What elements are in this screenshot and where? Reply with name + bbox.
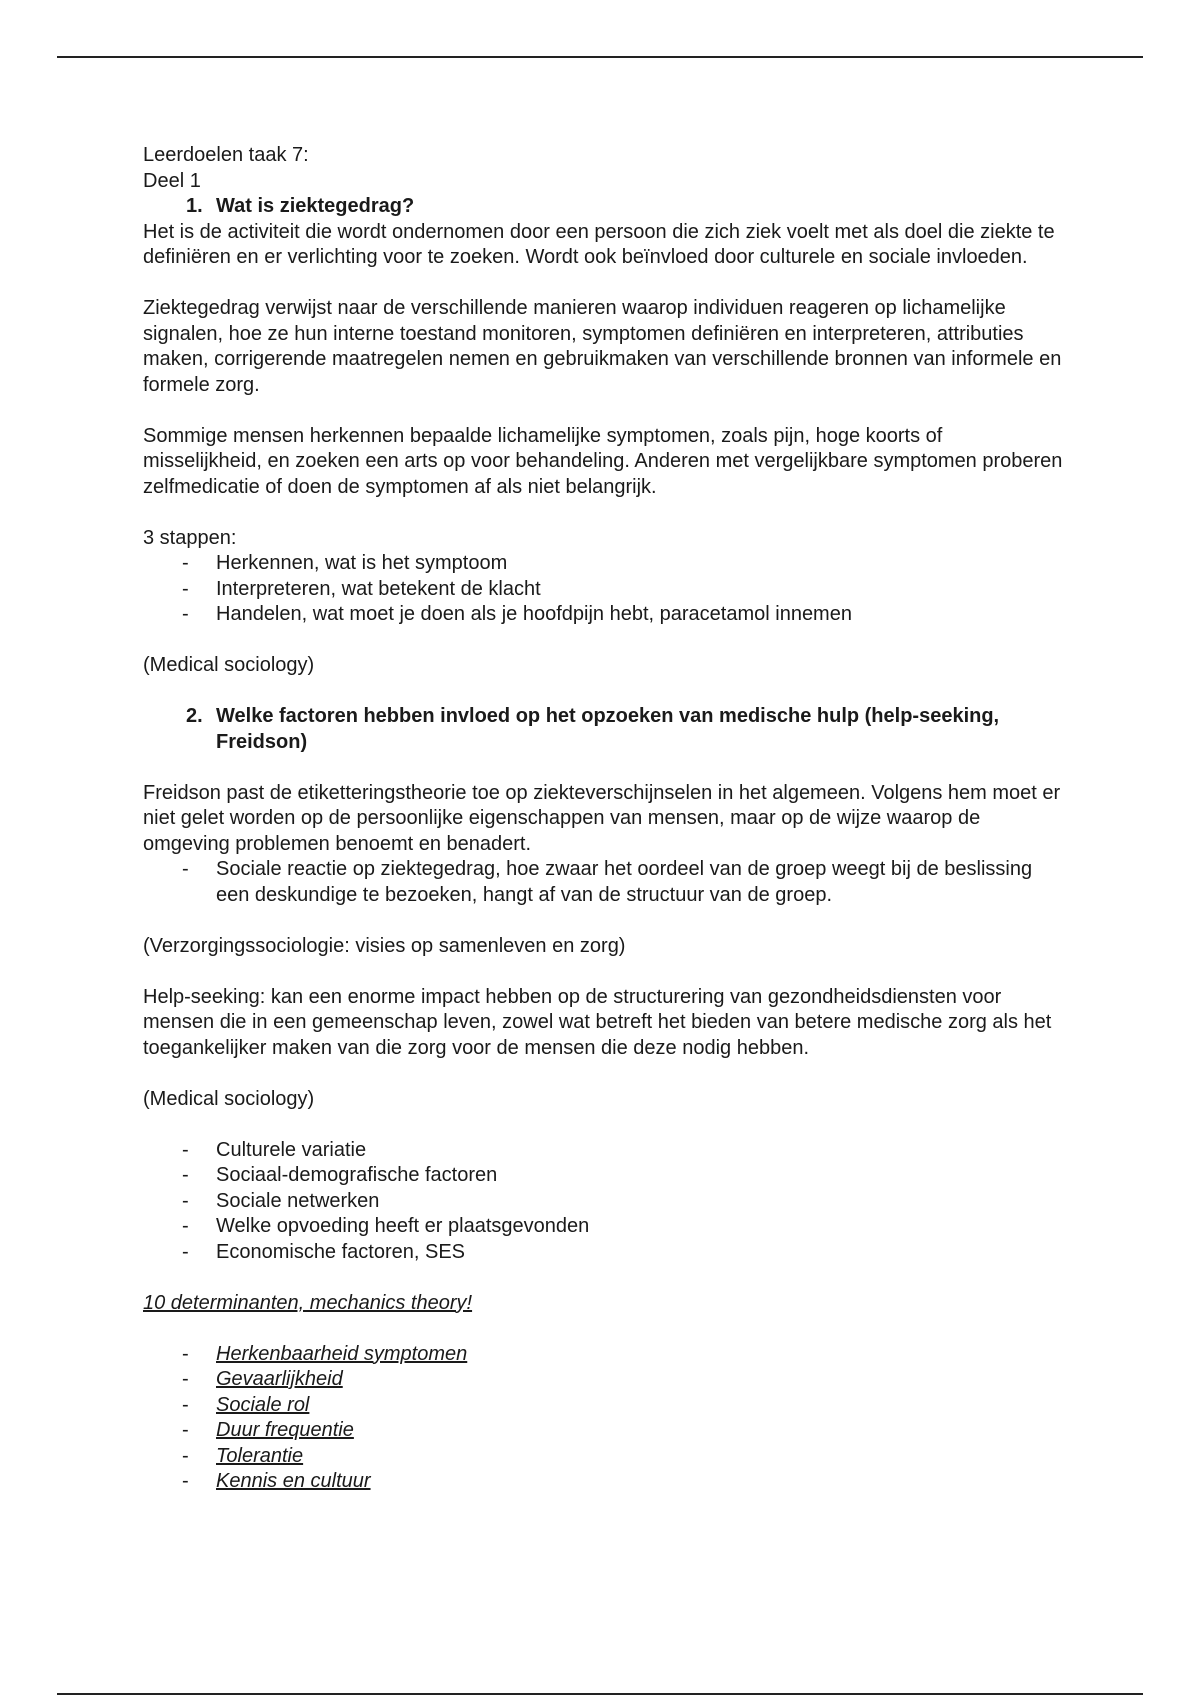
list-item: - Gevaarlijkheid bbox=[182, 1368, 343, 1390]
list-item: - Economische factoren, SES bbox=[182, 1240, 466, 1263]
section-1-paragraph-1: Het is de activiteit die wordt ondernomen door een persoon die zich ziek voelt met als doel die ziekte te definiëren en er verlichting voor te zoeken. Wordt ook beïnvloed door culturele en sociale invloeden. bbox=[143, 220, 1055, 268]
determinants-list bbox=[143, 1342, 1063, 1495]
list-item: - Sociale reactie op ziektegedrag, hoe zwaar het oordeel van de groep weegt bij de beslissing een deskundige te bezoeken, hangt af van de structuur van de groep. bbox=[182, 858, 1033, 906]
freidson-bullets bbox=[143, 857, 1063, 908]
section-2-paragraph-1: Freidson past de etiketteringstheorie toe op ziekteverschijnselen in het algemeen. Volgens hem moet er niet gelet worden op de persoonlijke eigenschappen van mensen, maar op de wijze waarop de omgeving problemen benoemt en benadert. bbox=[143, 781, 1061, 855]
list-item: - Duur frequentie bbox=[182, 1419, 354, 1441]
doc-title: Leerdoelen taak 7: bbox=[143, 144, 309, 166]
list-item: - Handelen, wat moet je doen als je hoofdpijn hebt, paracetamol innemen bbox=[182, 603, 852, 625]
list-item: - Sociale rol bbox=[182, 1393, 310, 1416]
section-2-paragraph-2: Help-seeking: kan een enorme impact hebben op de structurering van gezondheidsdiensten voor mensen die in een gemeenschap leven, zowel wat betreft het bieden van betere medische zorg als het toegankelijker maken van die zorg voor de mensen die deze nodig hebben. bbox=[143, 985, 1052, 1059]
factors-list bbox=[143, 1138, 1063, 1266]
section-1-heading-text: Wat is ziektegedrag? bbox=[216, 195, 415, 217]
list-item: - Culturele variatie bbox=[182, 1138, 367, 1161]
section-1-source: (Medical sociology) bbox=[143, 654, 315, 676]
section-2-source-1: (Verzorgingssociologie: visies op samenleven en zorg) bbox=[143, 934, 626, 957]
section-2-heading bbox=[143, 704, 1063, 755]
list-item: - Tolerantie bbox=[182, 1444, 304, 1467]
list-item: - Sociaal-demografische factoren bbox=[182, 1164, 498, 1186]
section-1-heading bbox=[143, 194, 1063, 220]
list-item: - Herkenbaarheid symptomen bbox=[182, 1342, 468, 1365]
page-top-rule bbox=[57, 56, 1143, 58]
section-2-source-2: (Medical sociology) bbox=[143, 1087, 315, 1110]
document-body bbox=[143, 143, 1063, 1495]
section-1-paragraph-2: Ziektegedrag verwijst naar de verschillende manieren waarop individuen reageren op lichamelijke signalen, hoe ze hun interne toestand monitoren, symptomen definiëren en interpreteren, attributies maken, corrigerende maatregelen nemen en gebruikmaken van verschillende bronnen van informele en formele zorg. bbox=[143, 297, 1062, 396]
page-bottom-rule bbox=[57, 1693, 1143, 1695]
list-item: - Kennis en cultuur bbox=[182, 1470, 371, 1492]
list-item: - Welke opvoeding heeft er plaatsgevonden bbox=[182, 1215, 590, 1237]
list-item: - Herkennen, wat is het symptoom bbox=[182, 552, 508, 574]
steps-list bbox=[143, 551, 1063, 628]
steps-label: 3 stappen: bbox=[143, 526, 237, 549]
section-2-number: 2. bbox=[186, 705, 203, 727]
doc-part: Deel 1 bbox=[143, 169, 201, 192]
section-1-paragraph-3: Sommige mensen herkennen bepaalde lichamelijke symptomen, zoals pijn, hoge koorts of misselijkheid, en zoeken een arts op voor behandeling. Anderen met vergelijkbare symptomen proberen zelfmedicatie of doen de symptomen af als niet belangrijk. bbox=[143, 424, 1063, 498]
section-2-heading-text: Welke factoren hebben invloed op het opzoeken van medische hulp (help-seeking, Freidson) bbox=[216, 705, 1000, 753]
section-1-number: 1. bbox=[186, 195, 203, 217]
list-item: - Interpreteren, wat betekent de klacht bbox=[182, 577, 541, 600]
list-item: - Sociale netwerken bbox=[182, 1189, 380, 1212]
determinants-title: 10 determinanten, mechanics theory! bbox=[143, 1291, 473, 1314]
